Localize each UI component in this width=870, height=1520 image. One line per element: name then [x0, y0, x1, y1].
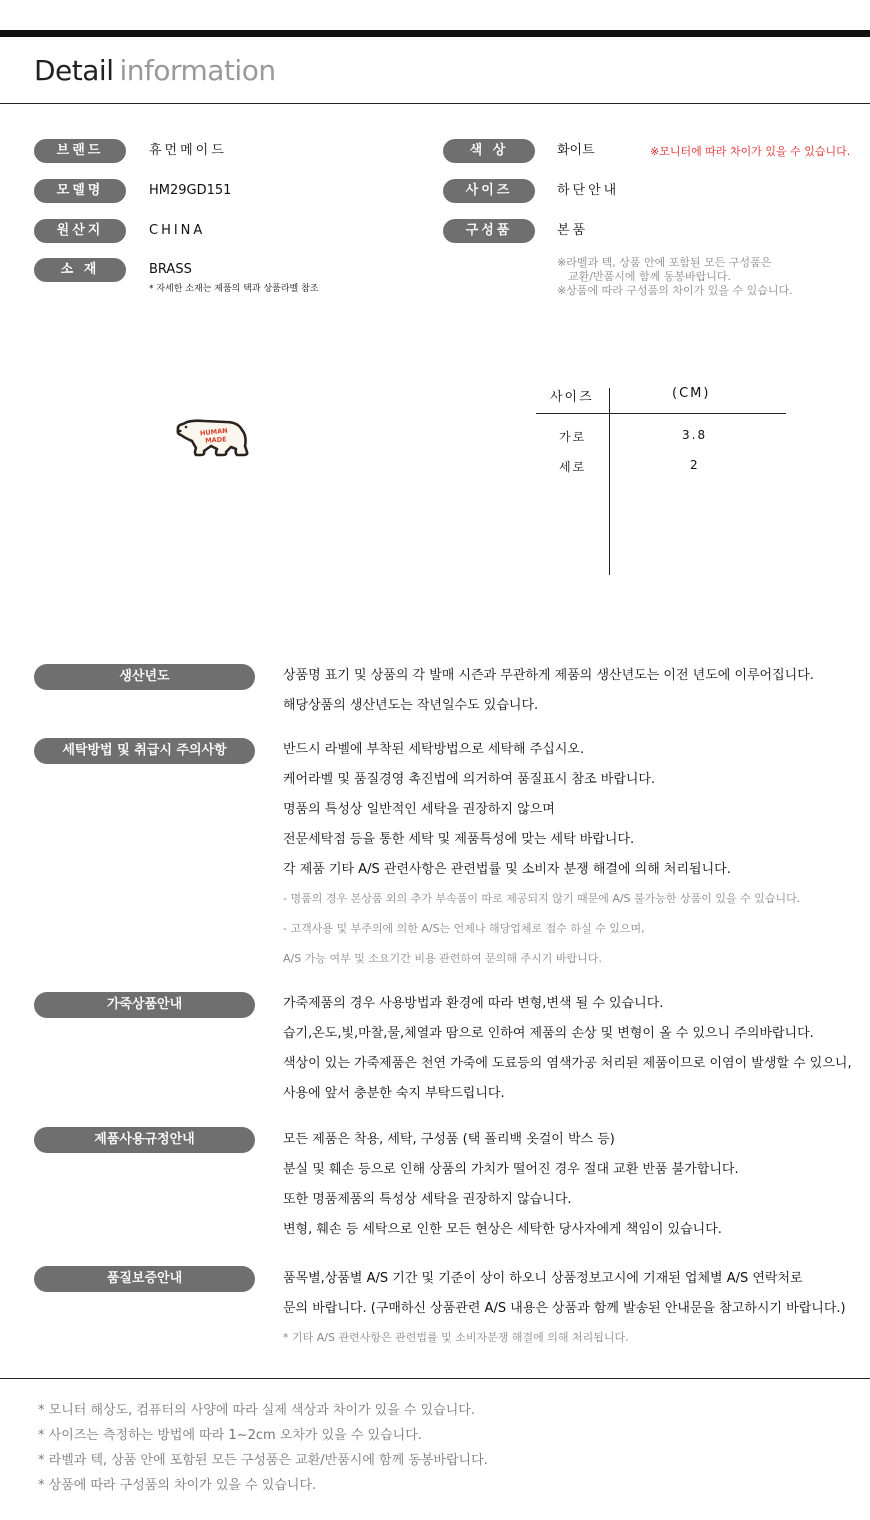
section-usage-policy-title: 제품사용규정안내	[34, 1127, 255, 1153]
section-text-line: 각 제품 기타 A/S 관련사항은 관련법률 및 소비자 분쟁 해결에 의해 처리됩니다.	[283, 862, 731, 877]
section-text-line: 가죽제품의 경우 사용방법과 환경에 따라 변형,변색 될 수 있습니다.	[283, 996, 664, 1011]
brand-value: 휴먼메이드	[149, 143, 227, 158]
size-table-header-size: 사이즈	[550, 390, 594, 405]
section-text-line: 품목별,상품별 A/S 기간 및 기준이 상이 하오니 상품정보고시에 기재된 업체별 A/S 연락처로	[283, 1271, 803, 1286]
size-row-height-value: 2	[690, 458, 700, 472]
section-text-line: 색상이 있는 가죽제품은 천연 가죽에 도료등의 염색가공 처리된 제품이므로 이염이 발생할 수 있으니,	[283, 1056, 852, 1071]
footer-note: * 상품에 따라 구성품의 차이가 있을 수 있습니다.	[38, 1478, 317, 1493]
section-leather-title: 가죽상품안내	[34, 992, 255, 1018]
section-note-line: A/S 가능 여부 및 소요기간 비용 관련하여 문의해 주시기 바랍니다.	[283, 952, 602, 965]
section-text-line: 습기,온도,빛,마찰,물,체열과 땀으로 인하여 제품의 손상 및 변형이 올 수 있으니 주의바랍니다.	[283, 1026, 814, 1041]
pin-text-human: HUMAN	[199, 426, 228, 438]
size-table-column-rule	[609, 388, 610, 575]
page-title	[34, 54, 276, 88]
size-row-width-label: 가로	[559, 430, 587, 444]
material-note: * 자세한 소재는 제품의 택과 상품라벨 참조	[149, 284, 319, 294]
section-washing-title: 세탁방법 및 취급시 주의사항	[34, 738, 255, 764]
components-note-3: ※상품에 따라 구성품의 차이가 있을 수 있습니다.	[557, 284, 793, 297]
components-note-1: ※라벨과 텍, 상품 안에 포함된 모든 구성품은	[557, 256, 772, 269]
origin-value: CHINA	[149, 223, 206, 238]
section-quality-warranty-title: 품질보증안내	[34, 1266, 255, 1292]
size-row-width-value: 3.8	[682, 428, 708, 442]
section-note-line: * 기타 A/S 관련사항은 관련법률 및 소비자분쟁 해결에 의해 처리됩니다.	[283, 1331, 629, 1344]
brand-label: 브랜드	[34, 139, 126, 163]
size-row-height-label: 세로	[559, 460, 587, 474]
color-monitor-note: ※모니터에 따라 차이가 있을 수 있습니다.	[650, 145, 851, 158]
polar-bear-pin-image	[174, 416, 250, 458]
footer-divider	[0, 1378, 870, 1379]
material-value: BRASS	[149, 262, 192, 277]
section-text-line: 모든 제품은 착용, 세탁, 구성품 (택 폴리백 옷걸이 박스 등)	[283, 1132, 615, 1147]
section-note-line: - 고객사용 및 부주의에 의한 A/S는 언제나 해당업체로 접수 하실 수 있으며,	[283, 922, 645, 935]
size-table-header-rule	[536, 413, 786, 414]
section-text-line: 문의 바랍니다. (구매하신 상품관련 A/S 내용은 상품과 함께 발송된 안내문을 참고하시기 바랍니다.)	[283, 1301, 846, 1316]
footer-note: * 사이즈는 측정하는 방법에 따라 1~2cm 오차가 있을 수 있습니다.	[38, 1428, 422, 1443]
footer-note: * 모니터 해상도, 컴퓨터의 사양에 따라 실제 색상과 차이가 있을 수 있습니다.	[38, 1403, 475, 1418]
size-label: 사이즈	[443, 179, 535, 203]
section-text-line: 명품의 특성상 일반적인 세탁을 권장하지 않으며	[283, 802, 555, 817]
section-note-line: - 명품의 경우 본상품 외의 추가 부속품이 따로 제공되지 않기 때문에 A/S 불가능한 상품이 있을 수 있습니다.	[283, 892, 801, 905]
model-label: 모델명	[34, 179, 126, 203]
title-word-2: information	[119, 54, 276, 87]
section-production-year-title: 생산년도	[34, 664, 255, 690]
origin-label: 원산지	[34, 219, 126, 243]
footer-note: * 라벨과 텍, 상품 안에 포함된 모든 구성품은 교환/반품시에 함께 동봉바랍니다.	[38, 1453, 488, 1468]
model-value: HM29GD151	[149, 183, 232, 198]
color-value: 화이트	[557, 143, 595, 158]
components-value: 본품	[557, 223, 589, 238]
section-text-line: 케어라벨 및 품질경영 촉진법에 의거하여 품질표시 참조 바랍니다.	[283, 772, 656, 787]
size-table-header-unit: (CM)	[672, 386, 711, 401]
size-table	[536, 386, 786, 576]
color-label: 색 상	[443, 139, 535, 163]
components-note-2: 교환/반품시에 함께 동봉바랍니다.	[568, 270, 731, 283]
section-text-line: 전문세탁점 등을 통한 세탁 및 제품특성에 맞는 세탁 바랍니다.	[283, 832, 635, 847]
section-text-line: 변형, 훼손 등 세탁으로 인한 모든 현상은 세탁한 당사자에게 책임이 있습니다.	[283, 1222, 722, 1237]
section-text-line: 반드시 라벨에 부착된 세탁방법으로 세탁해 주십시오.	[283, 742, 585, 757]
section-text-line: 분실 및 훼손 등으로 인해 상품의 가치가 떨어진 경우 절대 교환 반품 불가합니다.	[283, 1162, 739, 1177]
pin-text-made: MADE	[204, 435, 227, 445]
material-label: 소 재	[34, 258, 126, 282]
size-value: 하단안내	[557, 183, 620, 198]
top-bar	[0, 30, 870, 37]
section-text-line: 해당상품의 생산년도는 작년일수도 있습니다.	[283, 698, 539, 713]
header-divider	[0, 103, 870, 104]
title-word-1: Detail	[34, 54, 114, 87]
section-text-line: 상품명 표기 및 상품의 각 발매 시즌과 무관하게 제품의 생산년도는 이전 년도에 이루어집니다.	[283, 668, 814, 683]
section-text-line: 사용에 앞서 충분한 숙지 부탁드립니다.	[283, 1086, 505, 1101]
components-label: 구성품	[443, 219, 535, 243]
section-text-line: 또한 명품제품의 특성상 세탁을 권장하지 않습니다.	[283, 1192, 572, 1207]
